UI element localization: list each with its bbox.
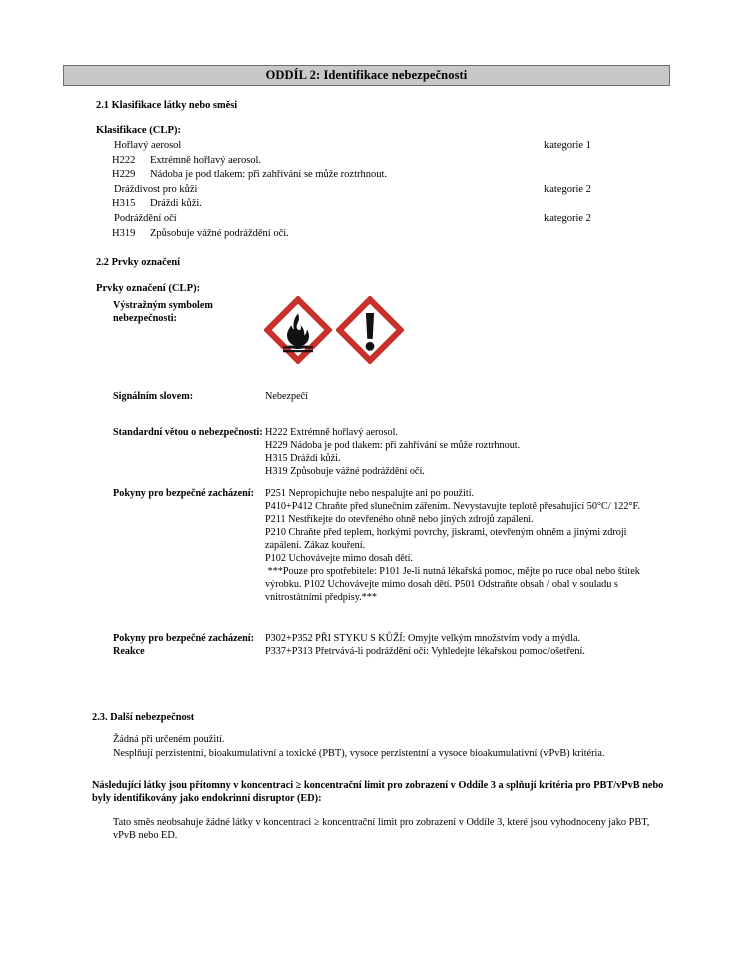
hazard-class-category: kategorie 2 [544, 183, 591, 195]
hazard-statement-code: H319 [112, 227, 136, 239]
hazard-statement-code: H229 [112, 169, 136, 181]
classification-row [96, 197, 670, 212]
precautionary-statement-line: P211 Nestříkejte do otevřeného ohně nebo jiných zdrojů zapálení. [265, 514, 534, 525]
classification-row [96, 227, 670, 242]
other-hazards-paragraph: Nesplňují perzistentní, bioakumulativní a toxické (PBT), vysoce perzistentní a vysoce bioakumulativní (vPvB) kritéria. [113, 748, 605, 759]
subheading-label-elements-clp: Prvky označení (CLP): [96, 283, 201, 294]
classification-row [96, 139, 670, 154]
heading-2-2: 2.2 Prvky označení [96, 257, 180, 268]
hazard-statement-code: H315 [112, 198, 136, 210]
hazard-class-category: kategorie 2 [544, 212, 591, 224]
precautionary-reaction-label: Pokyny pro bezpečné zacházení: Reakce [113, 633, 255, 657]
signal-word-value: Nebezpečí [265, 391, 308, 402]
hazard-class-category: kategorie 1 [544, 140, 591, 151]
pictogram-label: Výstražným symbolem nebezpečnosti: [113, 300, 213, 324]
reaction-statement-line: P302+P352 PŘI STYKU S KŮŽÍ: Omyjte velkým množstvím vody a mýdla. [265, 633, 581, 644]
hazard-statement-text: Extrémně hořlavý aerosol. [150, 154, 262, 166]
pictogram-group [264, 296, 404, 364]
hazard-statements-value [265, 426, 665, 478]
hazard-statement-text: Způsobuje vážné podráždění očí. [150, 227, 289, 239]
heading-2-1: 2.1 Klasifikace látky nebo směsi [96, 100, 238, 111]
precautionary-statement-line: P410+P412 Chraňte před slunečním zářením. Nevystavujte teplotě přesahující 50°C/ 122°F. [265, 501, 640, 512]
reaction-statement-line: P337+P313 Přetrvává-li podráždění očí: Vyhledejte lékařskou pomoc/ošetření. [265, 646, 585, 657]
hazard-statement-line: H315 Dráždi kůži. [265, 453, 341, 464]
precautionary-statement-line: ***Pouze pro spotřebitele: P101 Je-li nutná lékařská pomoc, mějte po ruce obal nebo štítek výrobku. P102 Uchovávejte mimo dosah dětí. P501 Odstraňte obsah / obal v souladu s vnitrostátními předpisy.*** [265, 566, 643, 603]
subheading-classification-clp: Klasifikace (CLP): [96, 125, 182, 136]
classification-row [96, 183, 670, 198]
hazard-statements-label: Standardní větou o nebezpečnosti: [113, 427, 263, 438]
flame-pictogram [264, 296, 332, 364]
hazard-class-name: Hořlavý aerosol [114, 140, 182, 151]
other-hazards-paragraph: Žádná při určeném použití. [113, 734, 225, 745]
hazard-class-name: Dráždivost pro kůži [114, 183, 198, 195]
precautionary-statement-line: P102 Uchovávejte mimo dosah dětí. [265, 553, 413, 564]
exclamation-mark-pictogram [336, 296, 404, 364]
precautionary-statements-label: Pokyny pro bezpečné zacházení: [113, 488, 255, 499]
section-header-title: ODDÍL 2: Identifikace nebezpečnosti [265, 68, 468, 83]
signal-word-label: Signálním slovem: [113, 391, 194, 402]
hazard-statement-line: H222 Extrémně hořlavý aerosol. [265, 427, 398, 438]
section-header-bar [63, 65, 670, 86]
hazard-statement-code: H222 [112, 154, 136, 166]
ed-criteria-body: Tato směs neobsahuje žádné látky v koncentraci ≥ koncentrační limit pro zobrazení v Oddíle 3, které jsou vyhodnoceny jako PBT, vPvB nebo ED. [113, 817, 650, 842]
classification-row [96, 168, 670, 183]
hazard-statement-text: Dráždi kůži. [150, 198, 202, 210]
hazard-statement-line: H319 Způsobuje vážné podráždění očí. [265, 466, 425, 477]
precautionary-statement-line: P251 Nepropichujte nebo nespalujte ani po použití. [265, 488, 475, 499]
classification-row [96, 212, 670, 227]
hazard-class-name: Podráždění očí [114, 212, 177, 224]
precautionary-statement-line: P210 Chraňte před teplem, horkými povrchy, jiskrami, otevřeným ohněm a jinými zdroji zapálení. Zákaz kouření. [265, 527, 630, 551]
precautionary-reaction-value [265, 632, 665, 658]
classification-row [96, 154, 670, 169]
heading-2-3: 2.3. Další nebezpečnost [92, 712, 195, 723]
precautionary-statements-value [265, 487, 665, 604]
ed-criteria-heading: Následující látky jsou přítomny v koncentraci ≥ koncentrační limit pro zobrazení v Oddíle 3 a splňují kritéria pro PBT/vPvB nebo byly identifikovány jako endokrinní disruptor (ED): [92, 780, 664, 805]
hazard-statement-text: Nádoba je pod tlakem: při zahřívání se může roztrhnout. [150, 169, 388, 181]
hazard-statement-line: H229 Nádoba je pod tlakem: při zahřívání se může roztrhnout. [265, 440, 521, 451]
classification-list [96, 139, 670, 241]
